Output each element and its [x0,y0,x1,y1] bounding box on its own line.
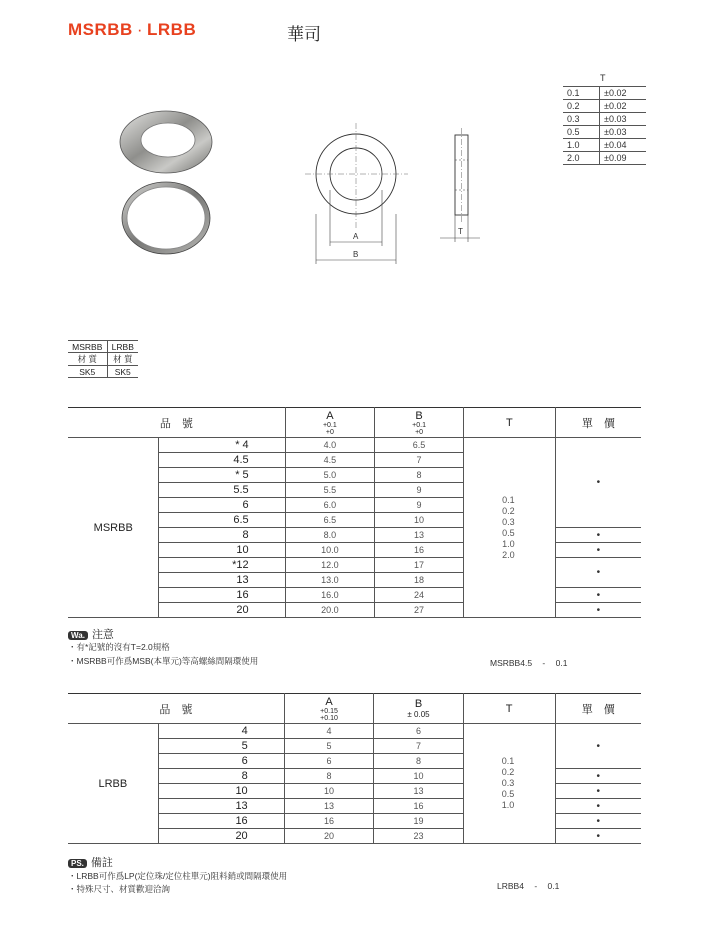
dim-b-value: 13 [374,784,463,799]
dim-a-value: 5 [284,739,374,754]
part-code: 20 [158,829,284,844]
price-cell: • [555,799,641,814]
series-name: MSRBB [68,438,159,618]
tolerance-value: 2.0 [563,152,600,165]
tolerance-value: 0.5 [563,126,600,139]
tolerance-range: ±0.04 [600,139,647,152]
tolerance-row [563,113,646,126]
tolerance-range: ±0.02 [600,100,647,113]
part-code: 4 [158,724,284,739]
tolerance-range: ±0.03 [600,126,647,139]
dim-a-value: 20 [284,829,374,844]
series-name: LRBB [68,724,158,844]
dim-b-value: 7 [375,453,464,468]
dim-a-value: 6 [284,754,374,769]
t-value: 1.0 [501,800,515,810]
material-value-msrbb: SK5 [68,366,107,378]
dim-a-value: 13 [284,799,374,814]
t-value: 0.3 [502,516,515,527]
material-table [68,340,138,378]
tolerance-row [563,100,646,113]
part-code: 5.5 [159,483,285,498]
dim-b-label: B [353,250,359,259]
tolerance-row [563,152,646,165]
tolerance-value: 0.3 [563,113,600,126]
dim-a-value: 4.5 [285,453,374,468]
material-value-lrbb: SK5 [107,366,138,378]
msrbb-table [68,407,641,618]
header-a-lower: +0.10 [320,714,338,722]
tolerance-value: 0.1 [563,87,600,100]
dim-a-value: 6.5 [285,513,374,528]
material-label: 材 質 [68,353,107,366]
dim-b-value: 10 [374,769,463,784]
header-b-lower: +0 [415,428,424,436]
price-cell: • [555,603,641,618]
lrbb-notes [68,853,113,871]
part-code: 20 [159,603,285,618]
msrbb-note-line-2: ・MSRBB可作爲MSB(本單元)等高螺絲間隔環使用 [68,656,259,666]
notes-badge: PS. [68,859,87,868]
header-part: 品 號 [68,408,285,438]
dim-b-value: 8 [375,468,464,483]
t-values [463,724,555,844]
material-label: 材 質 [107,353,138,366]
header-b [375,408,464,438]
t-values [464,438,556,618]
msrbb-note-line-1: ・有*記號的沒有T=2.0規格 [68,642,170,652]
msrbb-order-example [490,658,567,668]
tolerance-range: ±0.09 [600,152,647,165]
tolerance-range: ±0.02 [600,87,647,100]
t-value: 0.5 [501,789,515,799]
dim-b-value: 9 [375,483,464,498]
part-code: 16 [159,588,285,603]
t-value: 0.1 [502,494,515,505]
header-a-label: A [325,695,333,708]
part-code: * 4 [159,438,285,453]
header-b-label: B [414,697,423,710]
price-cell: • [555,784,641,799]
header-part: 品 號 [68,694,284,724]
tolerance-value: 0.2 [563,100,600,113]
dim-b-value: 24 [375,588,464,603]
price-cell: • [555,829,641,844]
part-code: 8 [158,769,284,784]
tolerance-table [563,86,646,165]
notes-badge: Wa. [68,631,88,640]
header-t: T [463,694,555,724]
title-separator: · [136,20,144,39]
dim-b-value: 19 [374,814,463,829]
dim-a-value: 10 [284,784,374,799]
lrbb-note-line-1: ・LRBB可作爲LP(定位珠/定位柱單元)阻料銷或間隔環使用 [68,871,288,881]
dim-a-value: 8.0 [285,528,374,543]
part-code: 16 [158,814,284,829]
example-code: LRBB4 [497,881,524,891]
material-name-msrbb: MSRBB [68,341,107,353]
title-lrbb: LRBB [147,20,197,39]
dim-b-value: 16 [374,799,463,814]
header-a-lower: +0 [325,428,334,436]
dim-a-value: 8 [284,769,374,784]
dim-a-value: 13.0 [285,573,374,588]
example-separator: - [542,658,546,668]
part-code: 10 [158,784,284,799]
material-name-lrbb: LRBB [107,341,138,353]
notes-title: 注意 [91,629,114,641]
page-subtitle: 華司 [287,25,321,44]
header-b [374,694,463,724]
header-a-upper: +0.15 [320,707,338,715]
tolerance-row [563,126,646,139]
header-b-label: B [415,409,423,422]
header-b-tol: ± 0.05 [407,709,430,719]
table-row [68,438,641,453]
dim-t-label: T [458,227,463,236]
lrbb-table [68,693,641,844]
dim-a-value: 20.0 [285,603,374,618]
header-b-upper: +0.1 [412,421,426,429]
dim-b-value: 6 [374,724,463,739]
technical-drawing [300,120,500,270]
price-cell: • [555,588,641,603]
dim-a-value: 4 [284,724,374,739]
part-code: 4.5 [159,453,285,468]
lrbb-order-example [497,881,559,891]
example-code: MSRBB4.5 [490,658,533,668]
table-row [68,724,641,739]
header-a-upper: +0.1 [322,421,337,429]
page-title [68,20,196,40]
price-cell: • [555,528,641,543]
dim-a-value: 4.0 [285,438,374,453]
dim-a-value: 5.5 [285,483,374,498]
header-t: T [464,408,556,438]
part-code: * 5 [159,468,285,483]
tolerance-range: ±0.03 [600,113,647,126]
part-code: 6 [158,754,284,769]
dim-b-value: 27 [375,603,464,618]
dim-b-value: 23 [374,829,463,844]
dim-b-value: 8 [374,754,463,769]
price-cell: • [555,769,641,784]
example-separator: - [534,881,538,891]
price-cell: • [555,543,641,558]
part-code: 5 [158,739,284,754]
dim-a-value: 10.0 [285,543,374,558]
tolerance-value: 1.0 [563,139,600,152]
t-value: 1.0 [502,538,515,549]
dim-b-value: 10 [375,513,464,528]
header-a [285,408,374,438]
dim-b-value: 17 [375,558,464,573]
thick-washer-photo [120,111,212,173]
price-cell: • [555,438,641,528]
part-code: 8 [159,528,285,543]
t-value: 2.0 [502,549,515,560]
header-price: 單 價 [555,408,641,438]
t-value: 0.3 [501,778,515,788]
part-code: 13 [158,799,284,814]
part-code: 10 [159,543,285,558]
price-cell: • [555,814,641,829]
header-a [284,694,374,724]
part-code: 6.5 [159,513,285,528]
part-code: 13 [159,573,285,588]
dim-b-value: 13 [375,528,464,543]
thin-washer-photo [122,182,210,254]
example-t: 0.1 [555,658,568,668]
t-value: 0.2 [502,505,515,516]
part-code: 6 [159,498,285,513]
price-cell: • [555,558,641,588]
dim-a-value: 12.0 [285,558,374,573]
title-msrbb: MSRBB [68,20,133,39]
header-price: 單 價 [555,694,641,724]
t-value: 0.2 [501,767,515,777]
part-code: *12 [159,558,285,573]
dim-a-label: A [353,232,359,241]
lrbb-note-line-2: ・特殊尺寸、材質歡迎洽詢 [68,884,171,894]
example-t: 0.1 [547,881,560,891]
tolerance-row [563,87,646,100]
tolerance-row [563,139,646,152]
dim-a-value: 16.0 [285,588,374,603]
dim-b-value: 18 [375,573,464,588]
tolerance-header: T [600,73,606,83]
t-value: 0.1 [501,756,515,766]
t-value: 0.5 [502,527,515,538]
dim-b-value: 16 [375,543,464,558]
product-photo [108,102,228,262]
notes-title: 備註 [90,857,113,869]
dim-b-value: 6.5 [375,438,464,453]
dim-b-value: 9 [375,498,464,513]
price-cell: • [555,724,641,769]
dim-a-value: 16 [284,814,374,829]
dim-a-value: 5.0 [285,468,374,483]
dim-b-value: 7 [374,739,463,754]
dim-a-value: 6.0 [285,498,374,513]
header-a-label: A [326,409,334,422]
